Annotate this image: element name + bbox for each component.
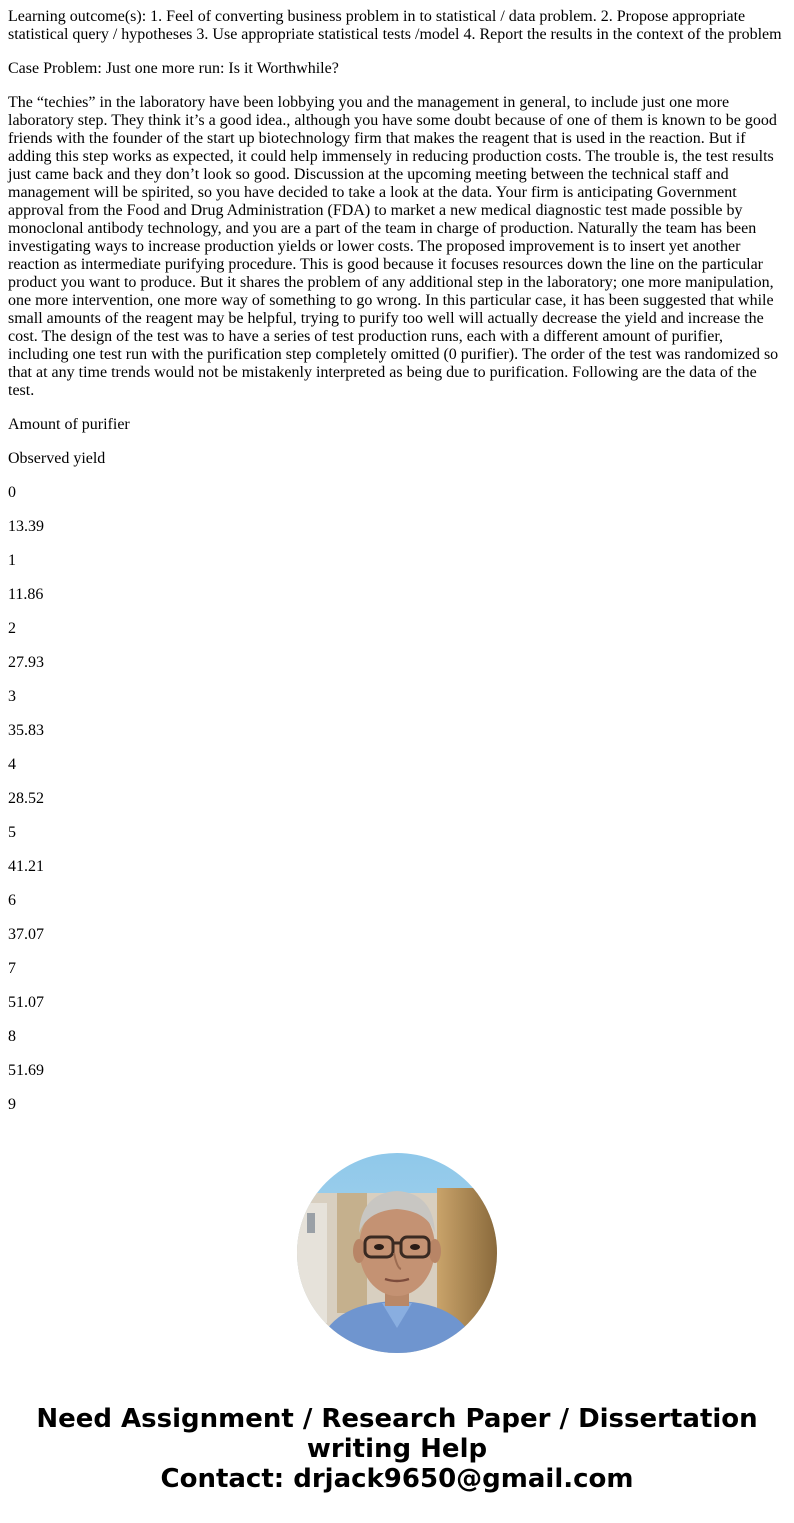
table-cell: 2 — [8, 620, 16, 637]
table-cell: 35.83 — [8, 722, 44, 739]
avatar — [297, 1153, 497, 1353]
footer-line-2: writing Help — [306, 1434, 488, 1464]
table-cell: 51.69 — [8, 1062, 44, 1079]
learning-outcomes: Learning outcome(s): 1. Feel of converting business problem in to statistical / data problem. 2. Propose appropriate statistical query / hypotheses 3. Use appropriate statistical tests /model 4. Report the results in the context of the problem — [8, 8, 782, 43]
table-header-amount: Amount of purifier — [8, 416, 130, 433]
avatar-portrait — [297, 1153, 497, 1353]
table-cell: 11.86 — [8, 586, 44, 603]
table-cell: 27.93 — [8, 654, 44, 671]
table-cell: 28.52 — [8, 790, 44, 807]
table-cell: 41.21 — [8, 858, 44, 875]
table-cell: 0 — [8, 484, 16, 501]
footer-contact-line: Contact: drjack9650@gmail.com — [160, 1464, 634, 1494]
footer-line-1: Need Assignment / Research Paper / Dissertation — [36, 1404, 758, 1434]
table-header-yield: Observed yield — [8, 450, 106, 467]
case-title: Case Problem: Just one more run: Is it Worthwhile? — [8, 60, 339, 77]
case-body: The “techies” in the laboratory have been lobbying you and the management in general, to include just one more laboratory step. They think it’s a good idea., although you have some doubt because of one of them is known to be good friends with the founder of the start up biotechnology firm that makes the reagent that is used in the reaction. But if adding this step works as expected, it could help immensely in reducing production costs. The trouble is, the test results just came back and they don’t look so good. Discussion at the upcoming meeting between the technical staff and management will be spirited, so you have decided to take a look at the data. Your firm is anticipating Government approval from the Food and Drug Administration (FDA) to market a new medical diagnostic test made possible by monoclonal antibody technology, and you are a part of the team in charge of production. Naturally the team has been investigating ways to increase production yields or lower costs. The proposed improvement is to insert yet another reaction as intermediate purifying procedure. This is good because it focuses resources down the line on the particular product you want to produce. But it shares the problem of any additional step in the laboratory; one more manipulation, one more intervention, one more way of something to go wrong. In this particular case, it has been suggested that while small amounts of the reagent may be helpful, trying to purify too well will actually decrease the yield and increase the cost. The design of the test was to have a series of test production runs, each with a different amount of purifier, including one test run with the purification step completely omitted (0 purifier). The order of the test was randomized so that at any time trends would not be mistakenly interpreted as being due to purification. Following are the data of the test. — [8, 94, 779, 399]
table-cell: 8 — [8, 1028, 16, 1045]
contact-footer — [0, 1404, 794, 1494]
table-cell: 5 — [8, 824, 16, 841]
table-cell: 7 — [8, 960, 16, 977]
table-cell: 13.39 — [8, 518, 44, 535]
table-cell: 1 — [8, 552, 16, 569]
table-cell: 51.07 — [8, 994, 44, 1011]
table-cell: 9 — [8, 1096, 16, 1113]
table-cell: 4 — [8, 756, 16, 773]
table-cell: 3 — [8, 688, 16, 705]
table-cell: 37.07 — [8, 926, 44, 943]
table-cell: 6 — [8, 892, 16, 909]
document-body — [8, 8, 786, 1130]
